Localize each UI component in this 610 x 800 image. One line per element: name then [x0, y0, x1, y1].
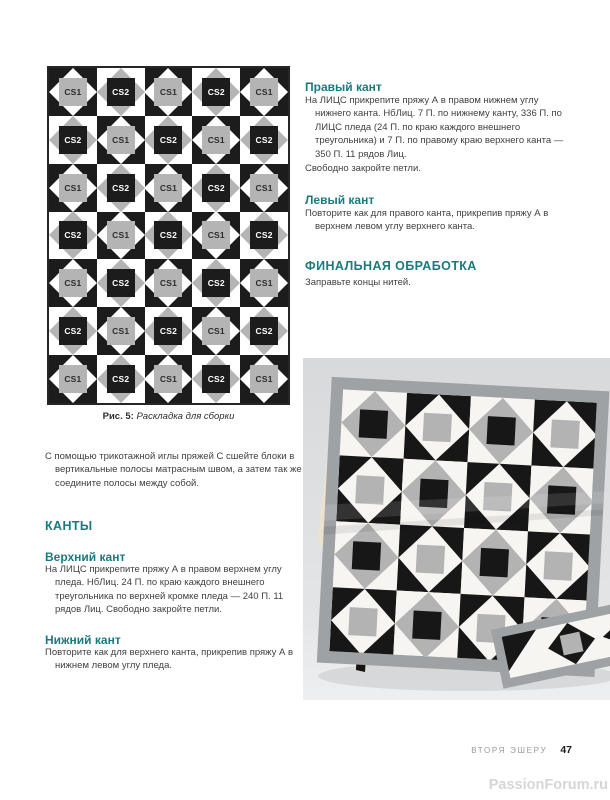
block-label: CS2 [207, 182, 225, 193]
center-square [250, 269, 278, 297]
block-label: CS2 [255, 230, 273, 241]
quilt-block-cs1 [145, 68, 193, 116]
block-label: CS2 [255, 134, 273, 145]
block-label: CS2 [112, 182, 130, 193]
quilt-block-cs2 [49, 307, 97, 355]
center-square [154, 317, 182, 345]
quilt-block-cs2 [49, 212, 97, 260]
quilt-block-cs1 [97, 307, 145, 355]
block-label: CS1 [64, 278, 82, 289]
quilt-block-cs1 [145, 259, 193, 307]
quilt-block-cs2 [192, 68, 240, 116]
quilt-block-cs2 [192, 259, 240, 307]
block-label: CS2 [159, 134, 178, 145]
quilt-block-cs1 [240, 164, 288, 212]
subheading-left-edge: Левый кант [305, 193, 375, 207]
figure-caption [45, 411, 292, 422]
watermark-text: PassionForum.ru [488, 777, 608, 793]
section-heading-finishing: ФИНАЛЬНАЯ ОБРАБОТКА [305, 259, 477, 274]
block-label: CS2 [64, 134, 82, 145]
quilt-block-cs1 [145, 164, 193, 212]
center-square [154, 78, 182, 106]
center-square [59, 317, 87, 345]
center-square [202, 269, 230, 297]
center-square [154, 269, 182, 297]
center-square [59, 174, 87, 202]
quilt-block-cs1 [49, 164, 97, 212]
subheading-bottom-edge: Нижний кант [45, 633, 121, 647]
block-label: CS2 [207, 86, 225, 97]
center-square [59, 126, 87, 154]
quilt-block-cs2 [97, 68, 145, 116]
right-edge-paragraph-2: Свободно закройте петли. [305, 162, 421, 174]
center-square [250, 221, 278, 249]
quilt-block-cs2 [97, 355, 145, 403]
block-label: CS2 [207, 374, 225, 385]
block-label: CS1 [112, 134, 130, 145]
center-square [202, 221, 230, 249]
block-label: CS2 [159, 326, 178, 337]
chapter-title: ВТОРЯ ЭШЕРУ [471, 746, 548, 755]
quilt-block-cs2 [49, 116, 97, 164]
block-label: CS2 [112, 374, 130, 385]
block-label: CS1 [112, 230, 130, 241]
block-label: CS2 [64, 230, 82, 241]
subheading-top-edge: Верхний кант [45, 550, 126, 564]
quilt-block-cs2 [240, 212, 288, 260]
center-square [202, 78, 230, 106]
center-square [107, 269, 135, 297]
figure-caption-label: Рис. 5: [102, 411, 134, 422]
quilt-block-cs2 [145, 307, 193, 355]
quilt-layout-diagram [47, 66, 290, 405]
page-footer [471, 744, 572, 756]
center-square [154, 365, 182, 393]
chair-blanket-photo [303, 358, 610, 700]
quilt-block-cs2 [97, 259, 145, 307]
block-label: CS2 [64, 326, 82, 337]
right-edge-paragraph: На ЛИЦС прикрепите пряжу А в правом нижнем углу нижнего канта. НбЛиц. 7 П. по нижнему канту, 336 П. по ЛИЦС пледа (24 П. по краю каждого внешнего треугольника) и 7 П. по правому краю верхнего канта — 350 П. 11 рядов Лиц. [305, 94, 564, 160]
block-label: CS1 [64, 86, 82, 97]
block-label: CS1 [207, 134, 225, 145]
quilt-block-cs1 [97, 116, 145, 164]
figure-caption-text: Раскладка для сборки [133, 411, 235, 422]
block-label: CS1 [64, 374, 82, 385]
quilt-block-cs1 [49, 259, 97, 307]
center-square [59, 269, 87, 297]
block-label: CS1 [255, 374, 273, 385]
center-square [107, 78, 135, 106]
quilt-block-cs1 [240, 355, 288, 403]
block-label: CS1 [159, 278, 178, 289]
quilt-block-cs1 [49, 355, 97, 403]
block-label: CS1 [159, 86, 178, 97]
quilt-block-cs2 [192, 164, 240, 212]
quilt-diagram-grid [49, 68, 288, 403]
quilt-block-cs1 [49, 68, 97, 116]
quilt-block-cs1 [192, 116, 240, 164]
center-square [202, 365, 230, 393]
center-square [107, 221, 135, 249]
quilt-block-cs1 [192, 212, 240, 260]
center-square [107, 126, 135, 154]
center-square [59, 365, 87, 393]
finishing-paragraph: Заправьте концы нитей. [305, 276, 411, 288]
quilt-block-cs1 [192, 307, 240, 355]
quilt-block-cs2 [192, 355, 240, 403]
center-square [107, 365, 135, 393]
block-label: CS1 [255, 278, 273, 289]
quilt-block-cs2 [97, 164, 145, 212]
block-label: CS1 [112, 326, 130, 337]
center-square [250, 78, 278, 106]
left-edge-paragraph: Повторите как для правого канта, прикрепив пряжу А в верхнем левом углу верхнего канта. [305, 207, 549, 232]
block-label: CS1 [207, 230, 225, 241]
bottom-edge-paragraph: Повторите как для верхнего канта, прикрепив пряжу А в нижнем левом углу пледа. [45, 646, 294, 671]
center-square [250, 126, 278, 154]
quilt-block-cs2 [145, 116, 193, 164]
block-label: CS1 [207, 326, 225, 337]
quilt-block-cs2 [240, 307, 288, 355]
section-heading-kanty: КАНТЫ [45, 519, 93, 534]
block-label: CS1 [159, 374, 178, 385]
center-square [154, 221, 182, 249]
block-label: CS1 [255, 182, 273, 193]
center-square [202, 174, 230, 202]
block-label: CS2 [112, 278, 130, 289]
block-label: CS2 [159, 230, 178, 241]
center-square [250, 174, 278, 202]
center-square [59, 78, 87, 106]
block-label: CS1 [255, 86, 273, 97]
chair-blanket-illustration [303, 358, 610, 700]
center-square [202, 126, 230, 154]
center-square [250, 365, 278, 393]
center-square [107, 317, 135, 345]
subheading-right-edge: Правый кант [305, 80, 382, 94]
center-square [154, 174, 182, 202]
block-label: CS2 [255, 326, 273, 337]
block-label: CS1 [159, 182, 178, 193]
top-edge-paragraph: На ЛИЦС прикрепите пряжу А в правом верхнем углу пледа. НбЛиц. 24 П. по краю каждого внешнего треугольника по верхней кромке пледа — 240 П. 11 рядов Лиц. Свободно закройте петли. [45, 563, 284, 615]
center-square [202, 317, 230, 345]
page-number: 47 [560, 744, 572, 756]
center-square [250, 317, 278, 345]
assembly-paragraph: С помощью трикотажной иглы пряжей С сшейте блоки в вертикальные полосы матрасным швом, а затем так же соедините полосы между собой. [45, 450, 302, 489]
quilt-block-cs1 [240, 259, 288, 307]
quilt-block-cs2 [240, 116, 288, 164]
center-square [154, 126, 182, 154]
block-label: CS1 [64, 182, 82, 193]
quilt-block-cs1 [240, 68, 288, 116]
center-square [107, 174, 135, 202]
quilt-block-cs2 [145, 212, 193, 260]
center-square [59, 221, 87, 249]
block-label: CS2 [207, 278, 225, 289]
quilt-block-cs1 [145, 355, 193, 403]
block-label: CS2 [112, 86, 130, 97]
quilt-block-cs1 [97, 212, 145, 260]
